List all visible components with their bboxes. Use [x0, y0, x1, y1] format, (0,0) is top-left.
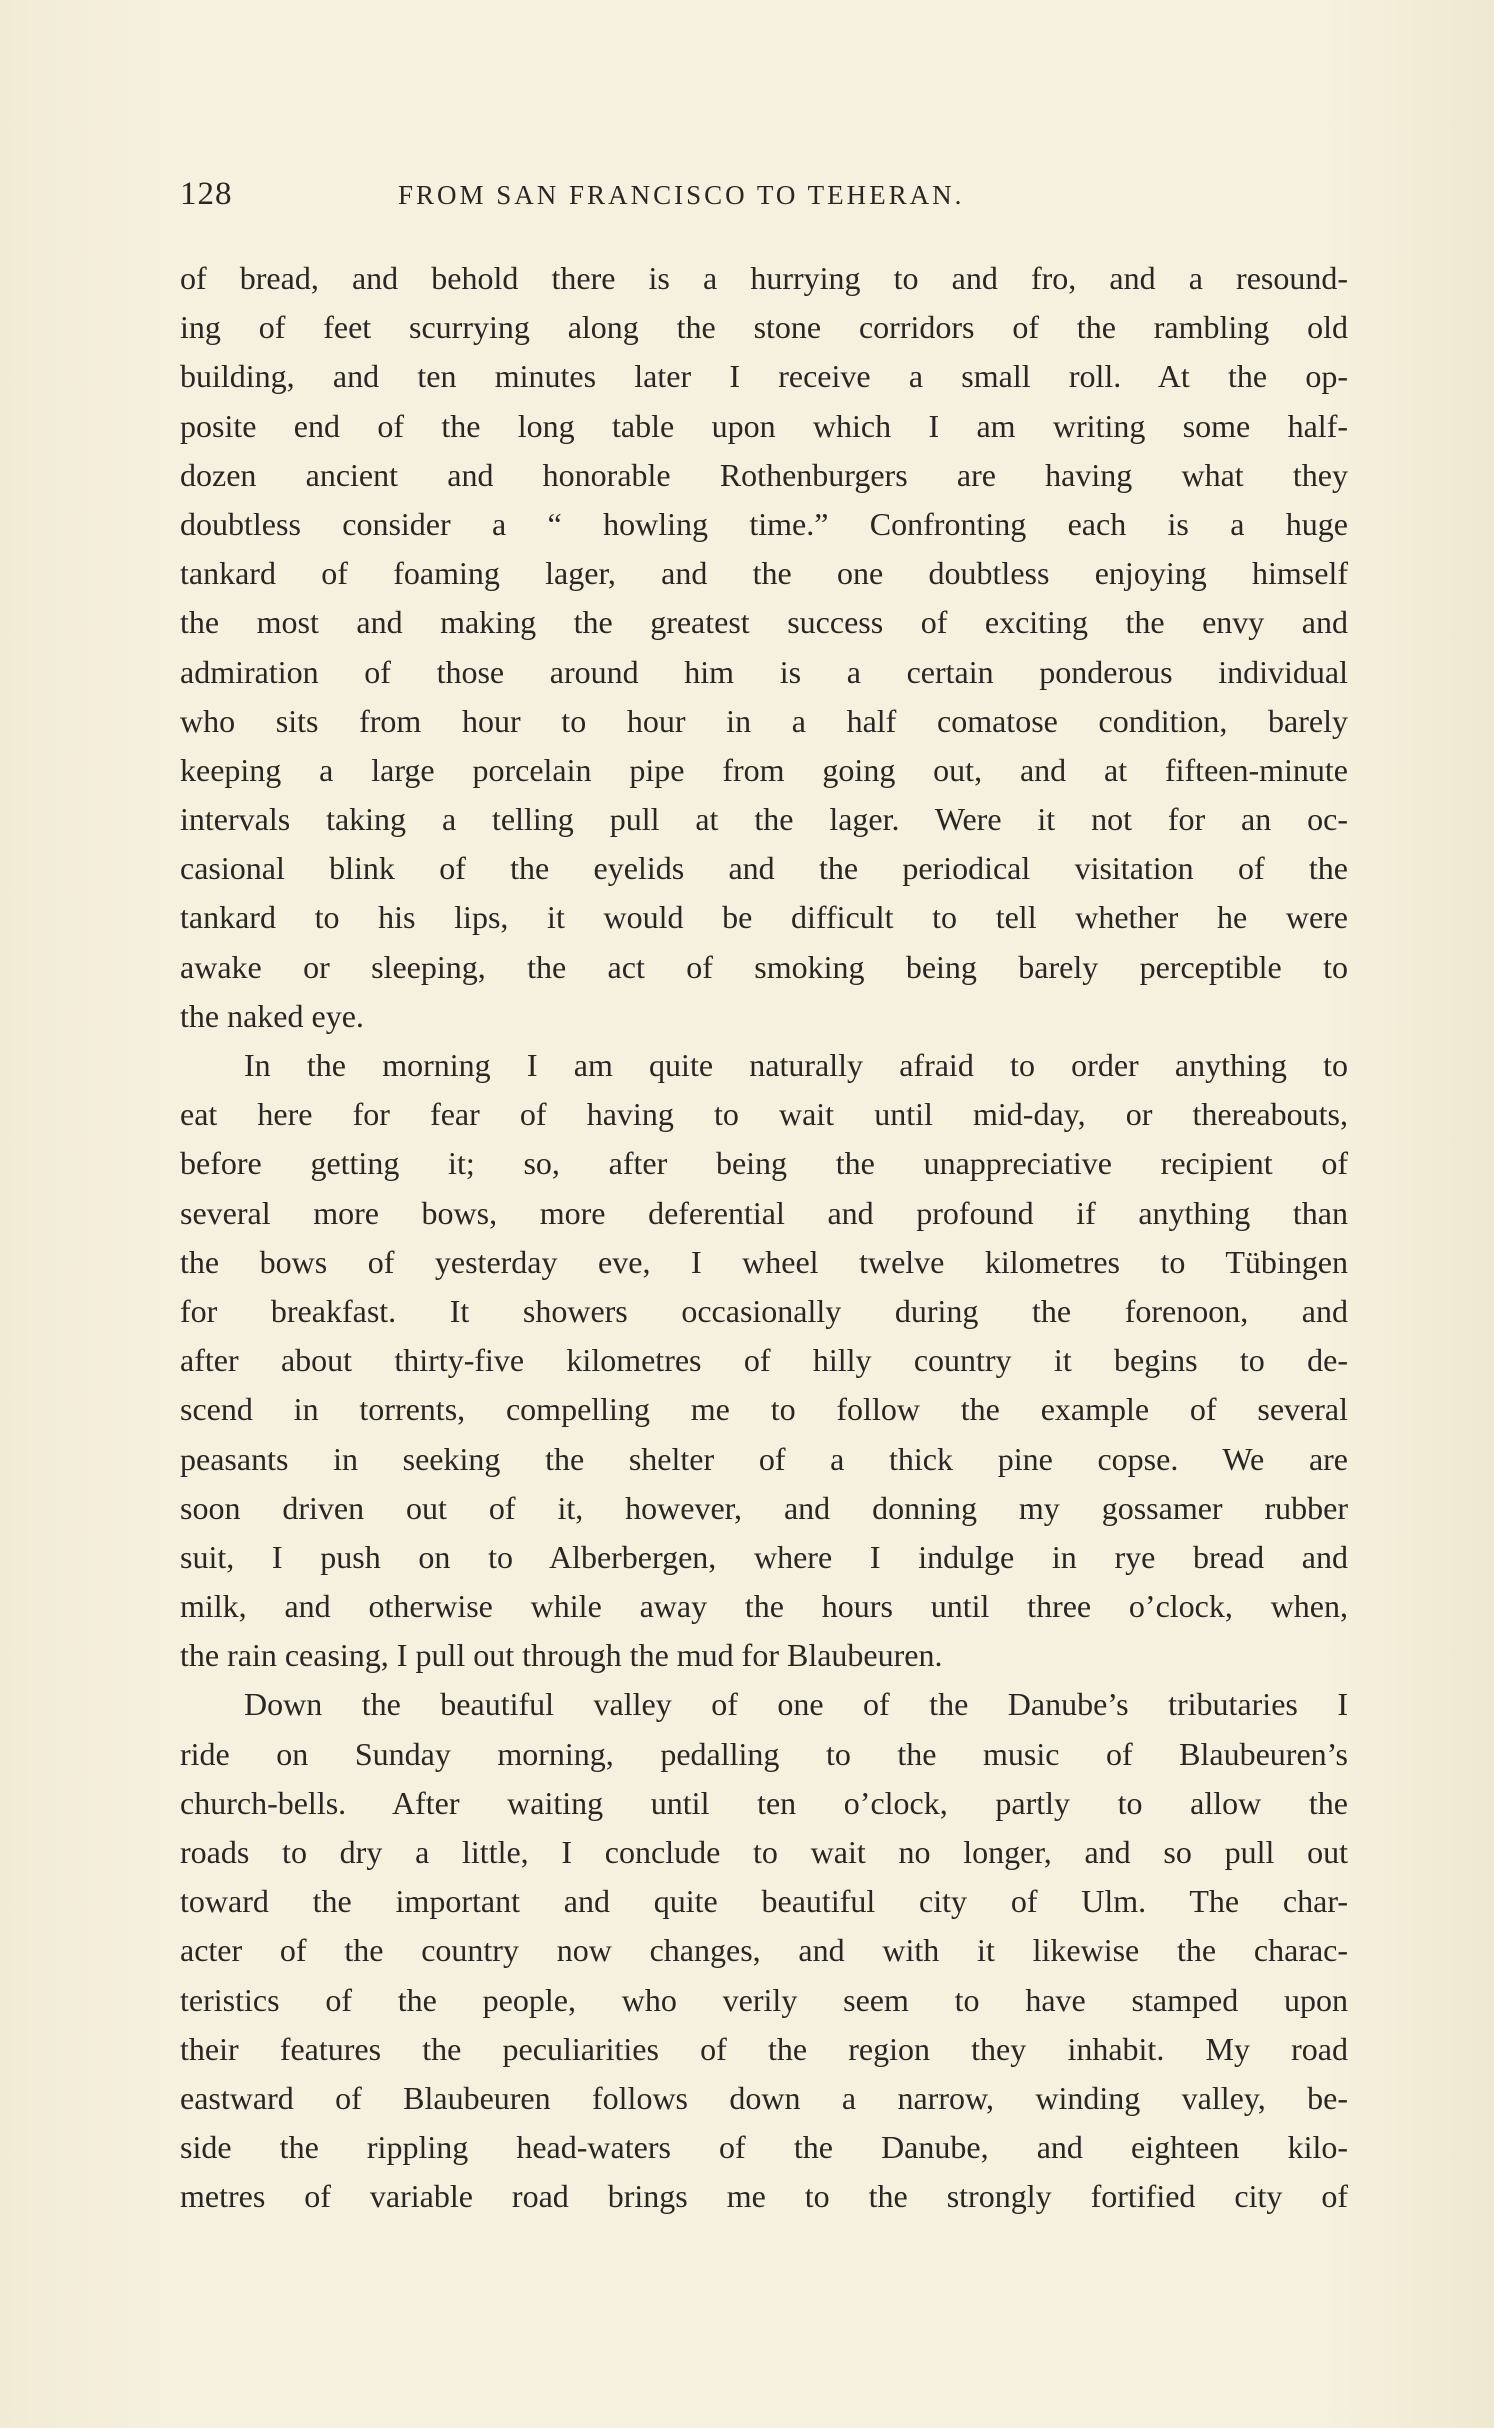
text-line: admiration of those around him is a certain ponderous individual — [180, 653, 1348, 690]
text-line: of bread, and behold there is a hurrying to and fro, and a resound- — [180, 260, 1348, 296]
text-line: ing of feet scurrying along the stone corridors of the rambling old — [180, 309, 1348, 346]
text-line: the rain ceasing, I pull out through the mud for Blaubeuren. — [180, 1637, 943, 1674]
text-line: the bows of yesterday eve, I wheel twelve kilometres to Tübingen — [180, 1243, 1348, 1280]
text-line: eastward of Blaubeuren follows down a narrow, winding valley, be- — [180, 2079, 1348, 2116]
body-text — [180, 254, 1348, 2222]
text-line: soon driven out of it, however, and donning my gossamer rubber — [180, 1489, 1348, 1526]
text-line: toward the important and quite beautiful city of Ulm. The char- — [180, 1883, 1348, 1920]
text-line: scend in torrents, compelling me to follow the example of several — [180, 1391, 1348, 1428]
text-line: doubtless consider a “ howling time.” Confronting each is a huge — [180, 505, 1348, 542]
text-line: suit, I push on to Alberbergen, where I indulge in rye bread and — [180, 1538, 1348, 1575]
text-line: teristics of the people, who verily seem to have stamped upon — [180, 1981, 1348, 2018]
text-line: tankard to his lips, it would be difficult to tell whether he were — [180, 899, 1348, 936]
text-line: metres of variable road brings me to the strongly fortified city of — [180, 2178, 1348, 2215]
text-line: before getting it; so, after being the unappreciative recipient of — [180, 1145, 1348, 1182]
text-line: peasants in seeking the shelter of a thick pine copse. We are — [180, 1440, 1348, 1477]
text-line: Down the beautiful valley of one of the Danube’s tributaries I — [244, 1686, 1348, 1723]
text-line: several more bows, more deferential and profound if anything than — [180, 1194, 1348, 1231]
text-line: building, and ten minutes later I receive a small roll. At the op- — [180, 358, 1348, 395]
text-line: In the morning I am quite naturally afraid to order anything to — [244, 1047, 1348, 1083]
text-line: eat here for fear of having to wait until mid-day, or thereabouts, — [180, 1096, 1348, 1133]
text-line: awake or sleeping, the act of smoking being barely perceptible to — [180, 948, 1348, 985]
text-line: acter of the country now changes, and with it likewise the charac- — [180, 1932, 1348, 1969]
text-line: after about thirty-five kilometres of hilly country it begins to de- — [180, 1342, 1348, 1379]
page-number: 128 — [180, 176, 233, 212]
text-line: dozen ancient and honorable Rothenburgers are having what they — [180, 456, 1348, 493]
text-line: ride on Sunday morning, pedalling to the music of Blaubeuren’s — [180, 1735, 1348, 1772]
text-line: for breakfast. It showers occasionally during the forenoon, and — [180, 1292, 1348, 1329]
text-line: posite end of the long table upon which I am writing some half- — [180, 407, 1348, 444]
running-title: FROM SAN FRANCISCO TO TEHERAN. — [398, 180, 965, 210]
page-header — [180, 176, 1348, 222]
text-line: keeping a large porcelain pipe from going out, and at fifteen-minute — [180, 751, 1348, 788]
text-line: their features the peculiarities of the region they inhabit. My road — [180, 2030, 1348, 2067]
text-line: casional blink of the eyelids and the periodical visitation of the — [180, 850, 1348, 887]
text-line: the most and making the greatest success of exciting the envy and — [180, 604, 1348, 641]
text-line: tankard of foaming lager, and the one doubtless enjoying himself — [180, 555, 1348, 592]
text-line: milk, and otherwise while away the hours until three o’clock, when, — [180, 1588, 1348, 1625]
text-line: who sits from hour to hour in a half comatose condition, barely — [180, 702, 1348, 739]
text-line: church-bells. After waiting until ten o’clock, partly to allow the — [180, 1784, 1348, 1821]
text-line: the naked eye. — [180, 997, 364, 1034]
text-line: roads to dry a little, I conclude to wait no longer, and so pull out — [180, 1834, 1348, 1870]
text-line: intervals taking a telling pull at the lager. Were it not for an oc- — [180, 801, 1348, 838]
text-line: side the rippling head-waters of the Danube, and eighteen kilo- — [180, 2129, 1348, 2166]
